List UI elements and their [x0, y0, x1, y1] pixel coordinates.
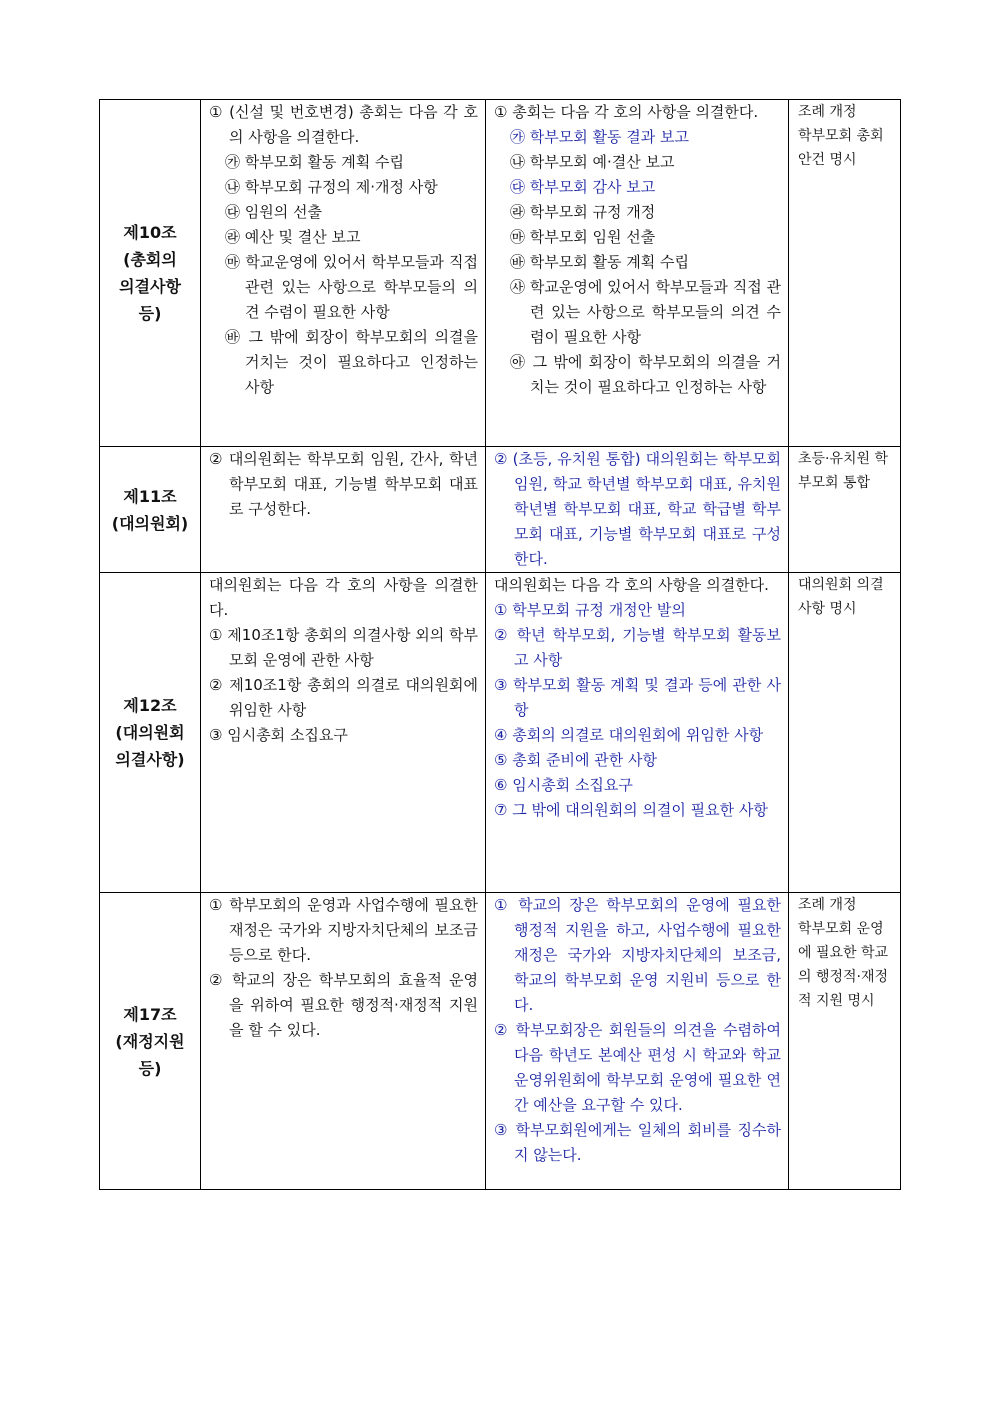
revised-text-cell: [486, 573, 789, 893]
article-title-line: 제10조: [123, 223, 177, 242]
revised-clause: ① 학부모회 규정 개정안 발의: [494, 601, 686, 619]
table-row: [100, 100, 901, 447]
article-title-line: 제12조: [123, 696, 177, 715]
revised-clause: ㉴ 학교운영에 있어서 학부모들과 직접 관련 있는 사항으로 학부모들의 의견 수렴이 필요한 사항: [510, 278, 781, 346]
current-clause: ㉲ 학교운영에 있어서 학부모들과 직접 관련 있는 사항으로 학부모들의 의견 수렴이 필요한 사항: [225, 253, 478, 321]
current-clause: ② 제10조1항 총회의 의결로 대의원회에 위임한 사항: [209, 676, 478, 719]
revised-clause: ㉯ 학부모회 예·결산 보고: [510, 153, 675, 171]
revised-clause: ⑤ 총회 준비에 관한 사항: [494, 751, 657, 769]
revised-clause: ② (초등, 유치원 통합) 대의원회는 학부모회 임원, 학교 학년별 학부모회 대표, 유치원 학년별 학부모회 대표, 학교 학급별 학부모회 대표, 기능별 학부모회 대표로 구성한다.: [494, 450, 781, 568]
article-title-line: (총회의: [123, 250, 177, 269]
revision-comparison-table: [99, 99, 901, 1190]
table-row: [100, 447, 901, 573]
current-clause: ㉳ 그 밖에 회장이 학부모회의 의결을 거치는 것이 필요하다고 인정하는 사항: [225, 328, 478, 396]
revised-text-cell: [486, 893, 789, 1190]
table-row: [100, 573, 901, 893]
article-title: [100, 100, 201, 447]
revised-clause: ③ 학부모회 활동 계획 및 결과 등에 관한 사항: [494, 676, 781, 719]
revised-clause: ② 학부모회장은 회원들의 의견을 수렴하여 다음 학년도 본예산 편성 시 학교와 학교운영위원회에 학부모회 운영에 필요한 연간 예산을 요구할 수 있다.: [494, 1021, 781, 1114]
revised-clause: ㉵ 그 밖에 회장이 학부모회의 의결을 거치는 것이 필요하다고 인정하는 사항: [510, 353, 781, 396]
revised-clause: ② 학년 학부모회, 기능별 학부모회 활동보고 사항: [494, 626, 781, 669]
note-line: 조례 개정: [798, 897, 857, 913]
article-title: [100, 573, 201, 893]
revised-text-cell: [486, 100, 789, 447]
current-text-cell: [201, 893, 486, 1190]
current-clause: ③ 임시총회 소집요구: [209, 726, 348, 744]
current-clause: ㉯ 학부모회 규정의 제·개정 사항: [225, 178, 438, 196]
revised-clause: ㉲ 학부모회 임원 선출: [510, 228, 656, 246]
current-clause: 대의원회는 다음 각 호의 사항을 의결한다.: [209, 576, 478, 619]
current-clause: ② 학교의 장은 학부모회의 효율적 운영을 위하여 필요한 행정적·재정적 지원을 할 수 있다.: [209, 971, 478, 1039]
current-clause: ① (신설 및 번호변경) 총회는 다음 각 호의 사항을 의결한다.: [209, 103, 478, 146]
current-clause: ㉮ 학부모회 활동 계획 수립: [225, 153, 404, 171]
revised-text-cell: [486, 447, 789, 573]
article-title: [100, 447, 201, 573]
current-text-cell: [201, 100, 486, 447]
revised-clause: ⑦ 그 밖에 대의원회의 의결이 필요한 사항: [494, 801, 768, 819]
note-line: 초등·유치원 학부모회 통합: [798, 451, 889, 491]
revised-clause: ① 학교의 장은 학부모회의 운영에 필요한 행정적 지원을 하고, 사업수행에 필요한 재정은 국가와 지방자치단체의 보조금, 학교의 학부모회 운영 지원비 등으로 한다.: [494, 896, 781, 1014]
current-text-cell: [201, 573, 486, 893]
current-text-cell: [201, 447, 486, 573]
article-title-line: 등): [138, 304, 162, 323]
article-title-line: (재정지원: [115, 1031, 185, 1051]
revised-clause: ㉰ 학부모회 감사 보고: [510, 178, 656, 196]
article-title-line: 등): [138, 1058, 162, 1078]
article-title-line: 의결사항): [115, 750, 185, 769]
revised-clause: ㉮ 학부모회 활동 결과 보고: [510, 128, 689, 146]
article-title-line: 제11조: [123, 486, 177, 506]
article-title-line: (대의원회): [111, 513, 189, 533]
table-row: [100, 893, 901, 1190]
article-title-line: 제17조: [123, 1004, 177, 1024]
revised-clause: ③ 학부모회원에게는 일체의 회비를 징수하지 않는다.: [494, 1121, 781, 1164]
revised-clause: 대의원회는 다음 각 호의 사항을 의결한다.: [494, 576, 769, 594]
current-clause: ② 대의원회는 학부모회 임원, 간사, 학년 학부모회 대표, 기능별 학부모회 대표로 구성한다.: [209, 450, 478, 518]
revised-clause: ㉱ 학부모회 규정 개정: [510, 203, 656, 221]
note-line: 학부모회 운영에 필요한 학교의 행정적·재정적 지원 명시: [798, 921, 889, 1009]
article-title-line: (대의원회: [115, 723, 185, 742]
revised-clause: ④ 총회의 의결로 대의원회에 위임한 사항: [494, 726, 764, 744]
note-cell: [789, 100, 901, 447]
note-cell: [789, 573, 901, 893]
note-cell: [789, 893, 901, 1190]
note-line: 조례 개정: [798, 104, 857, 120]
current-clause: ① 제10조1항 총회의 의결사항 외의 학부모회 운영에 관한 사항: [209, 626, 478, 669]
current-clause: ① 학부모회의 운영과 사업수행에 필요한 재정은 국가와 지방자치단체의 보조금 등으로 한다.: [209, 896, 478, 964]
note-cell: [789, 447, 901, 573]
article-title-line: 의결사항: [119, 277, 181, 296]
revised-clause: ㉳ 학부모회 활동 계획 수립: [510, 253, 689, 271]
note-line: 학부모회 총회 안건 명시: [798, 128, 884, 168]
revised-clause: ⑥ 임시총회 소집요구: [494, 776, 633, 794]
current-clause: ㉰ 임원의 선출: [225, 203, 322, 221]
current-clause: ㉱ 예산 및 결산 보고: [225, 228, 361, 246]
article-title: [100, 893, 201, 1190]
note-line: 대의원회 의결 사항 명시: [798, 577, 884, 617]
revised-clause: ① 총회는 다음 각 호의 사항을 의결한다.: [494, 103, 759, 121]
